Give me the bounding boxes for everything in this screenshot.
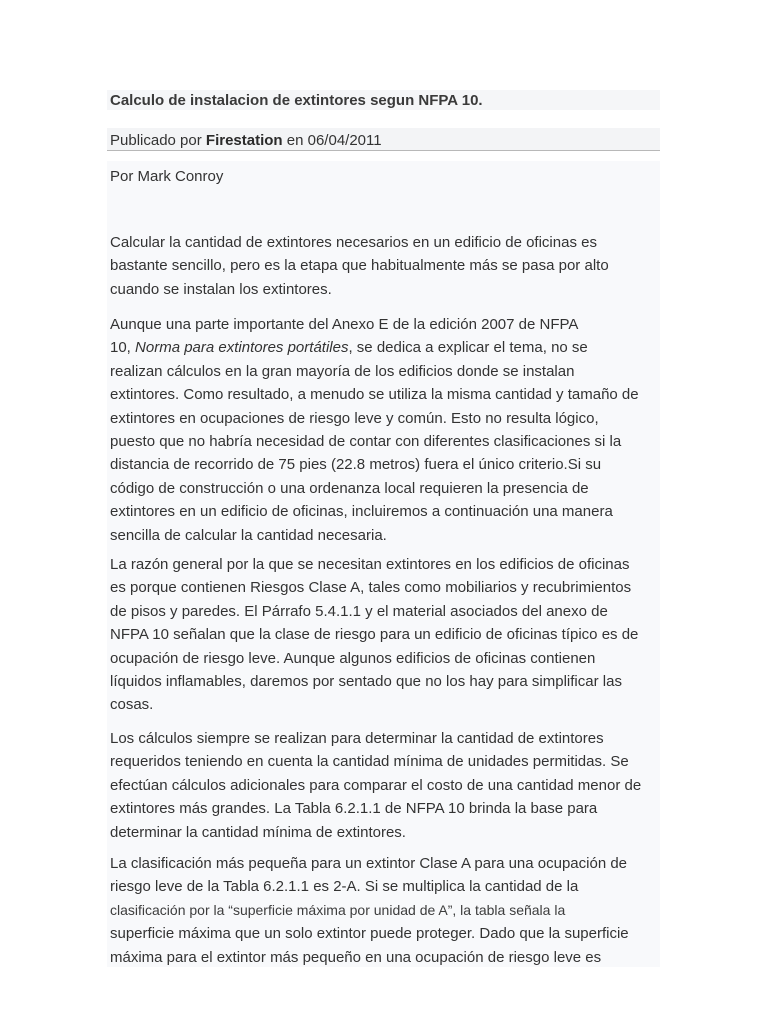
paragraph-line: realizan cálculos en la gran mayoría de los edificios donde se instalan: [110, 362, 575, 380]
byline-middle: en: [282, 132, 308, 149]
paragraph-4: [110, 727, 670, 844]
page-title: Calculo de instalacion de extintores segun NFPA 10.: [110, 92, 483, 109]
paragraph-line: superficie máxima que un solo extintor puede proteger. Dado que la superficie: [110, 925, 629, 943]
paragraph-line: extintores. Como resultado, a menudo se utiliza la misma cantidad y tamaño de: [110, 386, 639, 404]
paragraph-line: sencilla de calcular la cantidad necesaria.: [110, 526, 387, 544]
paragraph-line: código de construcción o una ordenanza local requieren la presencia de: [110, 479, 589, 497]
paragraph-line: distancia de recorrido de 75 pies (22.8 metros) fuera el único criterio.Si su: [110, 456, 602, 474]
paragraph-line: extintores en un edificio de oficinas, incluiremos a continuación una manera: [110, 503, 613, 521]
paragraph-line: Calcular la cantidad de extintores necesarios en un edificio de oficinas es: [110, 234, 597, 251]
paragraph-line: máxima para el extintor más pequeño en una ocupación de riesgo leve es: [110, 948, 602, 966]
paragraph-line: líquidos inflamables, daremos por sentado que no los hay para simplificar las: [110, 673, 622, 691]
paragraph-line: extintores en ocupaciones de riesgo leve y común. Esto no resulta lógico,: [110, 409, 599, 427]
paragraph-line: Los cálculos siempre se realizan para determinar la cantidad de extintores: [110, 730, 604, 747]
paragraph-2: [110, 313, 670, 547]
line-text: , se dedica a explicar el tema, no se: [348, 339, 588, 357]
paragraph-line: de pisos y paredes. El Párrafo 5.4.1.1 y el material asociados del anexo de: [110, 602, 608, 620]
paragraph-line: es porque contienen Riesgos Clase A, tales como mobiliarios y recubrimientos: [110, 579, 632, 597]
paragraph-1: [110, 231, 670, 301]
standard-title: Norma para extintores portátiles: [135, 339, 349, 357]
paragraph-line: Aunque una parte importante del Anexo E de la edición 2007 de NFPA: [110, 316, 579, 333]
author-line: Por Mark Conroy: [110, 168, 224, 185]
paragraph-line: bastante sencillo, pero es la etapa que habitualmente más se pasa por alto: [110, 257, 609, 275]
paragraph-5: [110, 852, 670, 969]
paragraph-line: La razón general por la que se necesitan extintores en los edificios de oficinas: [110, 556, 630, 573]
paragraph-line: efectúan cálculos adicionales para comparar el costo de una cantidad menor de: [110, 776, 642, 794]
byline-prefix: Publicado por: [110, 132, 206, 149]
paragraph-line: determinar la cantidad mínima de extintores.: [110, 823, 406, 841]
byline: [110, 131, 382, 150]
paragraph-line: clasificación por la “superficie máxima por unidad de A”, la tabla señala la: [110, 901, 566, 918]
paragraph-line: La clasificación más pequeña para un extintor Clase A para una ocupación de: [110, 855, 628, 872]
paragraph-line: cuando se instalan los extintores.: [110, 280, 332, 298]
paragraph-line: extintores más grandes. La Tabla 6.2.1.1 de NFPA 10 brinda la base para: [110, 800, 598, 818]
paragraph-line: NFPA 10 señalan que la clase de riesgo para un edificio de oficinas típico es de: [110, 626, 639, 644]
paragraph-line: [110, 336, 670, 359]
paragraph-line: requeridos teniendo en cuenta la cantidad mínima de unidades permitidas. Se: [110, 753, 629, 771]
line-text: 10,: [110, 339, 136, 357]
paragraph-3: [110, 553, 670, 717]
byline-date: 06/04/2011: [307, 132, 382, 149]
paragraph-line: riesgo leve de la Tabla 6.2.1.1 es 2-A. Si se multiplica la cantidad de la: [110, 878, 579, 896]
paragraph-line: cosas.: [110, 696, 154, 714]
byline-author: Firestation: [205, 132, 283, 149]
paragraph-line: ocupación de riesgo leve. Aunque algunos edificios de oficinas contienen: [110, 649, 596, 667]
paragraph-line: puesto que no habría necesidad de contar con diferentes clasificaciones si la: [110, 433, 622, 451]
